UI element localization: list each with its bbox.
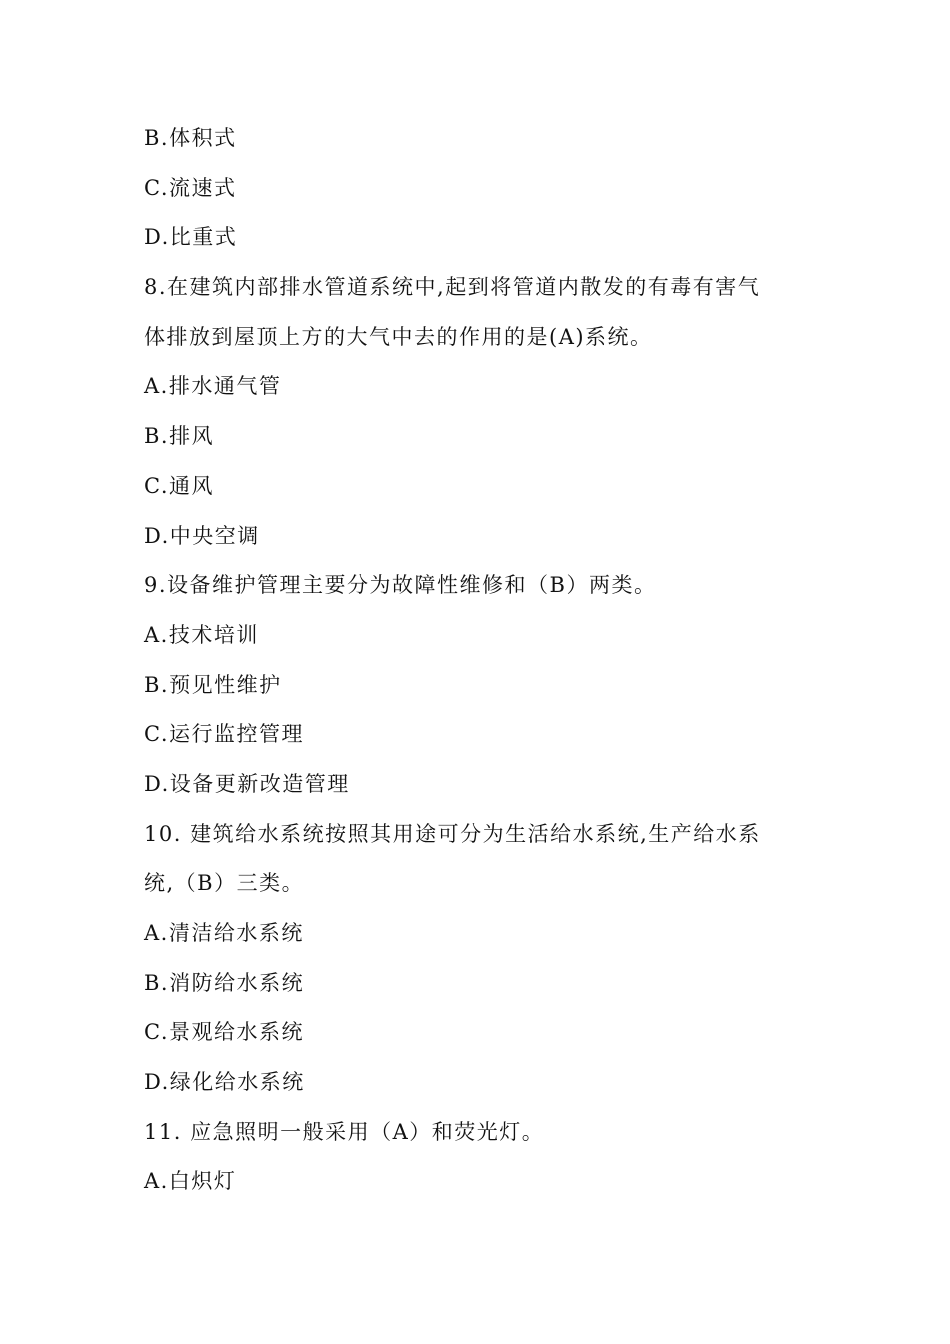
q9-option-a: A.技术培训	[144, 622, 259, 647]
q10-option-c: C.景观给水系统	[144, 1020, 304, 1045]
option-c-flow-rate: C.流速式	[144, 175, 237, 200]
q10-option-b: B.消防给水系统	[144, 970, 305, 995]
question-text-block	[144, 114, 814, 1207]
question-8-line-1: 8.在建筑内部排水管道系统中,起到将管道内散发的有毒有害气	[144, 275, 761, 300]
q8-option-c: C.通风	[144, 473, 214, 498]
question-10-line-1: 10. 建筑给水系统按照其用途可分为生活给水系统,生产给水系	[144, 821, 761, 846]
q10-option-a: A.清洁给水系统	[144, 921, 304, 945]
question-9: 9.设备维护管理主要分为故障性维修和（B）两类。	[144, 573, 657, 598]
question-8-line-2: 体排放到屋顶上方的大气中去的作用的是(A)系统。	[144, 324, 653, 349]
question-11: 11. 应急照明一般采用（A）和荧光灯。	[144, 1119, 545, 1144]
question-10-line-2: 统,（B）三类。	[144, 871, 305, 896]
q9-option-c: C.运行监控管理	[144, 722, 304, 747]
q8-option-d: D.中央空调	[144, 523, 260, 548]
q10-option-d: D.绿化给水系统	[144, 1070, 305, 1095]
q9-option-d: D.设备更新改造管理	[144, 771, 350, 796]
q8-option-a: A.排水通气管	[144, 374, 282, 399]
q8-option-b: B.排风	[144, 424, 215, 449]
q9-option-b: B.预见性维护	[144, 672, 282, 697]
option-b-volume: B.体积式	[144, 126, 237, 150]
q11-option-a: A.白炽灯	[144, 1169, 237, 1194]
option-d-specific-gravity: D.比重式	[144, 225, 238, 250]
